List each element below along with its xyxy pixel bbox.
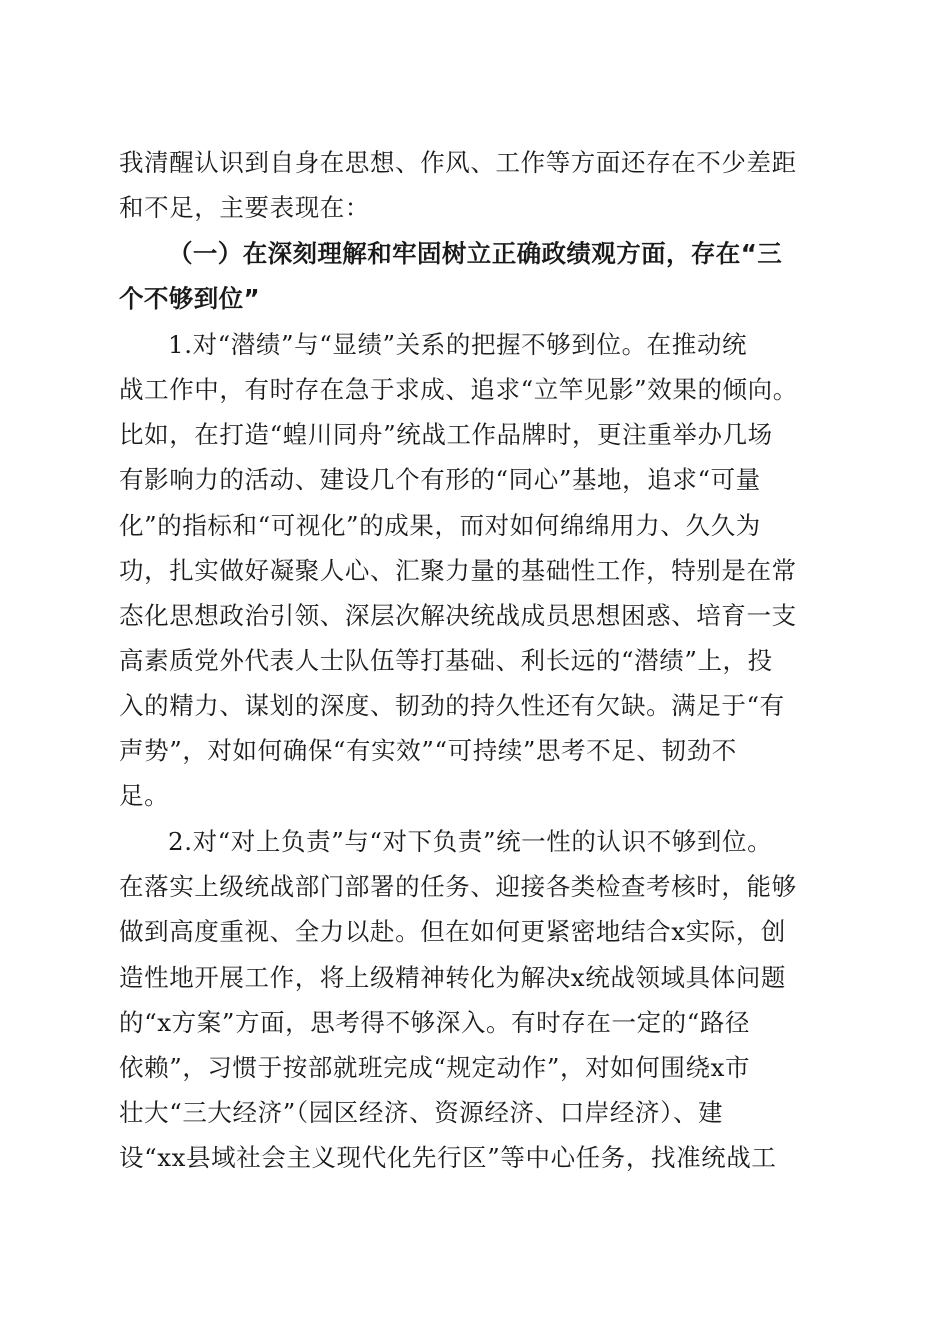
body-text-line: 比如，在打造“蝗川同舟”统战工作品牌时，更注重举办几场 <box>119 420 773 449</box>
section-heading: 个不够到位” <box>119 284 261 313</box>
body-text-line: 设“xx县域社会主义现代化先行区”等中心任务，找准统战工 <box>119 1143 777 1172</box>
body-text-line: 声势”，对如何确保“有实效”“可持续”思考不足、韧劲不 <box>119 736 737 765</box>
body-text-line: 和不足，主要表现在： <box>119 193 370 222</box>
body-text-line: 在落实上级统战部门部署的任务、迎接各类检查考核时，能够 <box>119 872 797 901</box>
paragraph-1-first-line: 1.对“潜绩”与“显绩”关系的把握不够到位。在推动统 <box>168 330 748 359</box>
body-text-line: 有影响力的活动、建设几个有形的“同心”基地，追求“可量 <box>119 465 761 494</box>
body-text-line: 壮大“三大经济”（园区经济、资源经济、口岸经济）、建 <box>119 1098 724 1127</box>
body-text-line: 我清醒认识到自身在思想、作风、工作等方面还存在不少差距 <box>119 148 797 177</box>
paragraph-2-first-line: 2.对“对上负责”与“对下负责”统一性的认识不够到位。 <box>168 827 773 856</box>
body-text-line: 的“x方案”方面，思考得不够深入。有时存在一定的“路径 <box>119 1008 751 1037</box>
body-text-line: 高素质党外代表人士队伍等打基础、利长远的“潜绩”上，投 <box>119 646 773 675</box>
body-text-line: 足。 <box>119 781 170 810</box>
body-text-line: 战工作中，有时存在急于求成、追求“立竿见影”效果的倾向。 <box>119 375 798 404</box>
body-text-line: 功，扎实做好凝聚人心、汇聚力量的基础性工作，特别是在常 <box>119 556 797 585</box>
body-text-line: 入的精力、谋划的深度、韧劲的持久性还有欠缺。满足于“有 <box>119 691 785 720</box>
body-text-line: 做到高度重视、全力以赴。但在如何更紧密地结合x实际，创 <box>119 917 787 946</box>
body-text-line: 态化思想政治引领、深层次解决统战成员思想困惑、培育一支 <box>119 601 797 630</box>
body-text-line: 依赖”，习惯于按部就班完成“规定动作”，对如何围绕x市 <box>119 1053 751 1082</box>
section-heading: （一）在深刻理解和牢固树立正确政绩观方面，存在“三 <box>168 239 783 268</box>
body-text-line: 造性地开展工作，将上级精神转化为解决x统战领域具体问题 <box>119 963 787 992</box>
body-text-line: 化”的指标和“可视化”的成果，而对如何绵绵用力、久久为 <box>119 511 761 540</box>
